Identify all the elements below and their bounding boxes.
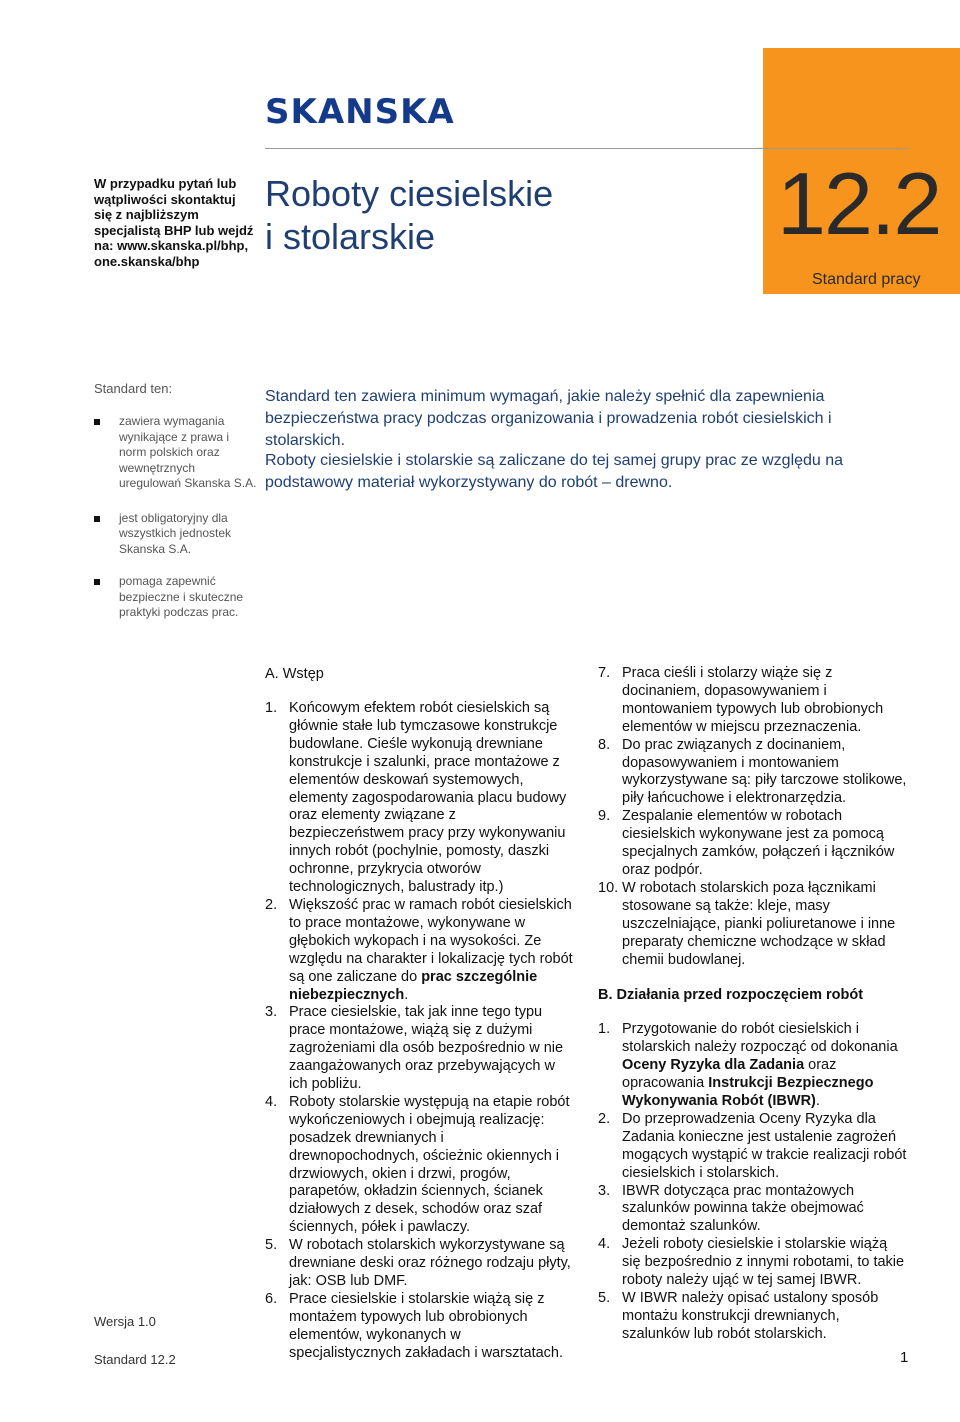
list-item: 3. Prace ciesielskie, tak jak inne tego typu prace montażowe, wiążą się z dużymi zagrożeniami dla osób bezpośrednio w nie zaangażowanych oraz przebywających w ich pobliżu. — [265, 1004, 564, 1093]
lead-paragraph-2: Roboty ciesielskie i stolarskie są zaliczane do tej samej grupy prac ze względu na podstawowy materiał wykorzystywany do robót – drewno. — [265, 452, 844, 491]
list-item: 7. Praca cieśli i stolarzy wiąże się z docinaniem, dopasowywaniem i montowaniem typowych lub obrobionych elementów w miejscu przeznaczenia. — [598, 665, 884, 735]
list-item: 2. Do przeprowadzenia Oceny Ryzyka dla Zadania konieczne jest ustalenie zagrożeń mogących wystąpić w trakcie realizacji robót ciesielskich i stolarskich. — [598, 1110, 907, 1181]
sidebar-intro: Standard ten: — [94, 381, 173, 396]
document-title — [265, 172, 553, 258]
list-item: 2. Większość prac w ramach robót ciesielskich to prace montażowe, wykonywane w głębokich wykopach i na wysokości. Ze względu na charakter i lokalizację tych robót są one zaliczane do prac szczególnie niebezpiecznych. — [265, 896, 573, 1003]
body-column-right — [598, 665, 908, 1344]
page-number: 1 — [900, 1349, 909, 1366]
title-line-1: Roboty ciesielskie — [265, 173, 554, 214]
skanska-logo: SKANSKA — [265, 92, 455, 132]
sidebar-bullet: pomaga zapewnić bezpieczne i skuteczne praktyki podczas prac. — [94, 574, 259, 621]
sidebar-bullet: zawiera wymagania wynikające z prawa i norm polskich oraz wewnętrznych uregulowań Skanska S.A. — [94, 414, 259, 492]
standard-label: Standard pracy — [812, 271, 921, 288]
list-item: 6. Prace ciesielskie i stolarskie wiążą się z montażem typowych lub obrobionych elementów, wykonanych w specjalistycznych zakładach i warsztatach. — [265, 1290, 564, 1361]
section-a-heading: A. Wstęp — [265, 666, 324, 682]
lead-paragraph-1: Standard ten zawiera minimum wymagań, jakie należy spełnić dla zapewnienia bezpieczeństwa pracy podczas organizowania i prowadzenia robót ciesielskich i stolarskich. — [265, 388, 832, 449]
list-item: 3. IBWR dotycząca prac montażowych szalunków powinna także obejmować demontaż szalunków. — [598, 1182, 864, 1235]
version-label: Wersja 1.0 — [94, 1314, 156, 1329]
list-item: 5. W robotach stolarskich wykorzystywane są drewniane deski oraz różnego rodzaju płyty, jak: OSB lub DMF. — [265, 1237, 571, 1289]
list-item: 8. Do prac związanych z docinaniem, dopasowywaniem i montowaniem wykorzystywane są: piły tarczowe stolikowe, piły łańcuchowe i elektronarzędzia. — [598, 736, 907, 807]
list-item: 1. Końcowym efektem robót ciesielskich są głównie stałe lub tymczasowe konstrukcje budowlane. Cieśle wykonują drewniane konstrukcje i szalunki, prace montażowe z elementów deskowań systemowych, elementy zagospodarowania placu budowy oraz elementy związane z bezpieczeństwem pracy przy wykonywaniu innych robót (pochylnie, pomosty, daszki ochronne, przykrycia otworów technologicznych, balustrady itp.) — [265, 700, 567, 896]
list-item: 5. W IBWR należy opisać ustalony sposób montażu konstrukcji drewnianych, szalunków lub robót stolarskich. — [598, 1290, 879, 1342]
list-item: 1. Przygotowanie do robót ciesielskich i stolarskich należy rozpocząć od dokonania Oceny Ryzyka dla Zadania oraz opracowania Instrukcji Bezpiecznego Wykonywania Robót (IBWR). — [598, 1021, 898, 1110]
sidebar-bullet-list — [94, 414, 259, 621]
title-line-2: i stolarskie — [265, 216, 436, 257]
contact-note: W przypadku pytań lub wątpliwości skontaktuj się z najbliższym specjalistą BHP lub wejdź na: www.skanska.pl/bhp, one.skanska/bhp — [94, 176, 254, 269]
section-a-list-continued — [598, 665, 908, 969]
list-item: 4. Roboty stolarskie występują na etapie robót wykończeniowych i obejmują realizację: posadzek drewnianych i drewnopochodnych, ościeżnic okiennych i drzwiowych, okien i drzwi, progów, parapetów, okładzin ściennych, ścianek działowych z desek, schodów oraz szaf ściennych, półek i pawlaczy. — [265, 1093, 570, 1236]
list-item: 4. Jeżeli roboty ciesielskie i stolarskie wiążą się bezpośrednio z innymi robotami, to takie roboty należy ująć w tej samej IBWR. — [598, 1236, 905, 1289]
list-item: 9. Zespalanie elementów w robotach ciesielskich wykonywane jest za pomocą specjalnych zamków, połączeń i łączników oraz podpór. — [598, 808, 895, 878]
standard-number: 12.2 — [777, 154, 941, 253]
sidebar-bullet: jest obligatoryjny dla wszystkich jednostek Skanska S.A. — [94, 511, 259, 558]
header-divider — [265, 148, 909, 149]
list-item: 10. W robotach stolarskich poza łącznikami stosowane są także: kleje, masy uszczelniające, pianki poliuretanowe i inne preparaty chemiczne wchodzące w skład chemii budowlanej. — [598, 879, 896, 968]
section-b-list — [598, 1021, 908, 1343]
footer-standard: Standard 12.2 — [94, 1352, 176, 1367]
section-b-heading: B. Działania przed rozpoczęciem robót — [598, 987, 864, 1004]
body-column-left — [265, 665, 575, 1363]
section-a-list — [265, 700, 575, 1363]
